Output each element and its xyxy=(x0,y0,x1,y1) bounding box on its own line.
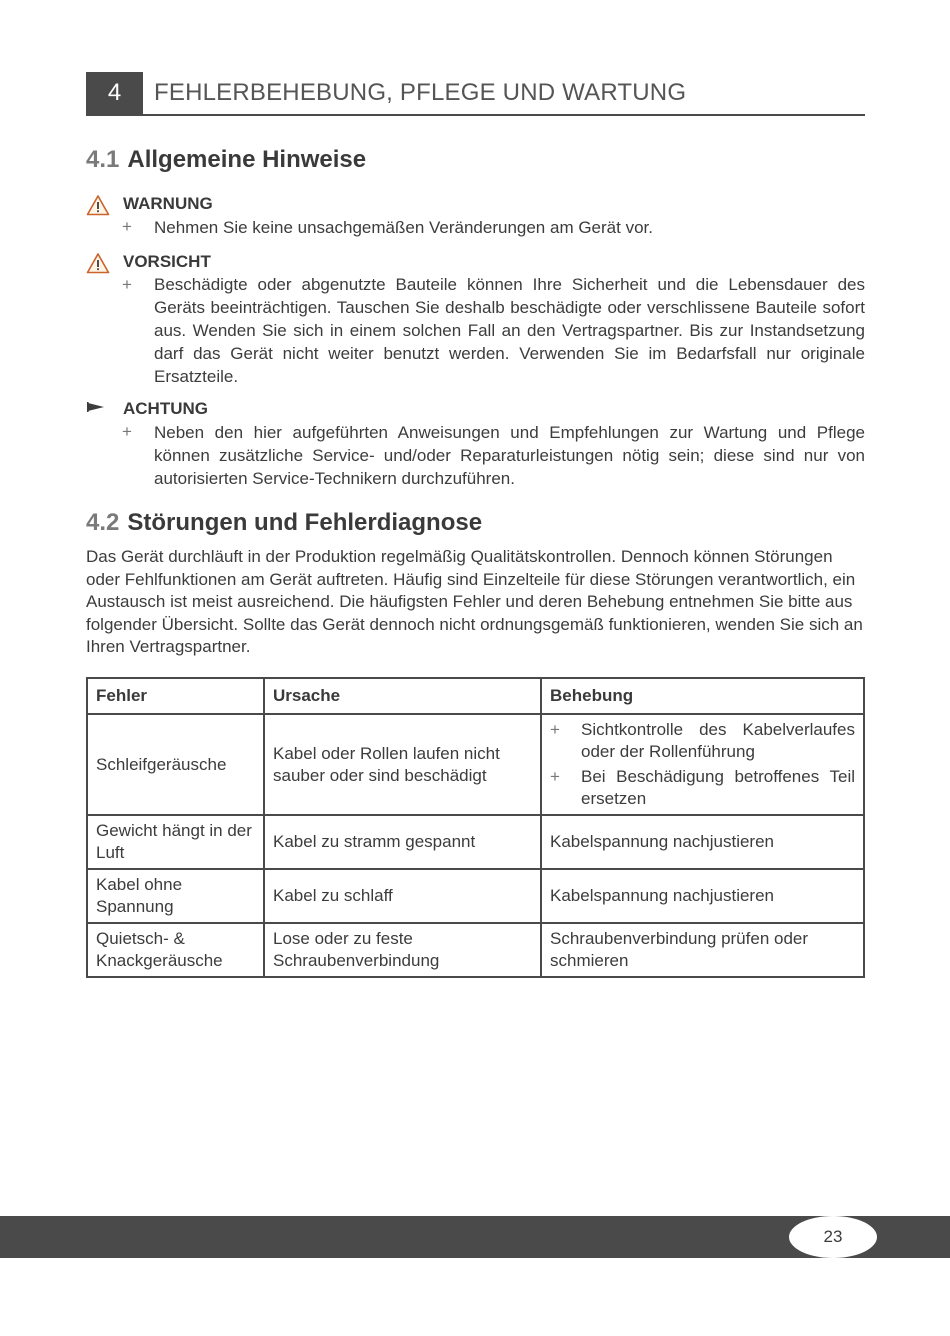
cell-fehler: Quietsch- & Knackgeräusche xyxy=(87,923,264,977)
section-title: Störungen und Fehlerdiagnose xyxy=(127,509,483,536)
notice-label-vorsicht: VORSICHT xyxy=(123,252,211,271)
table-row xyxy=(87,714,864,815)
column-header-ursache: Ursache xyxy=(264,678,541,714)
chapter-header xyxy=(86,72,865,116)
bullet-plus: + xyxy=(550,767,560,786)
cell-behebung: Kabelspannung nachjustieren xyxy=(541,869,864,923)
section-number: 4.1 xyxy=(86,146,120,173)
cell-ursache: Kabel zu schlaff xyxy=(264,869,541,923)
remedy-text: Bei Beschädigung betroffenes Teil ersetzen xyxy=(581,767,855,808)
bullet-plus: + xyxy=(122,422,132,441)
table-row xyxy=(87,923,864,977)
cell-behebung: Kabelspannung nachjustieren xyxy=(541,815,864,869)
pointer-flag-icon xyxy=(86,400,106,414)
cell-fehler: Gewicht hängt in der Luft xyxy=(87,815,264,869)
remedy-text: Sichtkontrolle des Kabelverlaufes oder der Rollenführung xyxy=(581,720,855,761)
cell-fehler: Schleifgeräusche xyxy=(87,714,264,815)
warning-triangle-icon xyxy=(86,194,110,216)
bullet-plus: + xyxy=(122,217,132,236)
page-number: 23 xyxy=(789,1216,877,1258)
column-header-fehler: Fehler xyxy=(87,678,264,714)
section-number: 4.2 xyxy=(86,509,120,536)
table-row xyxy=(87,815,864,869)
remedy-list xyxy=(550,719,855,810)
warning-triangle-icon xyxy=(86,252,110,274)
section-title: Allgemeine Hinweise xyxy=(127,146,367,173)
notice-label-achtung: ACHTUNG xyxy=(123,399,208,418)
cell-ursache: Kabel oder Rollen laufen nicht sauber oder sind beschädigt xyxy=(264,714,541,815)
cell-behebung: Schraubenverbindung prüfen oder schmieren xyxy=(541,923,864,977)
section-heading-4-1 xyxy=(86,146,366,174)
chapter-title: FEHLERBEHEBUNG, PFLEGE UND WARTUNG xyxy=(154,79,687,106)
cell-ursache: Kabel zu stramm gespannt xyxy=(264,815,541,869)
notice-text-warnung: Nehmen Sie keine unsachgemäßen Veränderungen am Gerät vor. xyxy=(154,218,653,237)
list-item xyxy=(550,766,855,810)
table-header-row xyxy=(87,678,864,714)
section-heading-4-2 xyxy=(86,509,482,537)
table-row xyxy=(87,869,864,923)
list-item xyxy=(550,719,855,763)
cell-ursache: Lose oder zu feste Schraubenverbindung xyxy=(264,923,541,977)
notice-text-vorsicht: Beschädigte oder abgenutzte Bauteile können Ihre Sicherheit und die Lebensdauer des Geräts beeinträchtigen. Tauschen Sie deshalb beschädigte oder verschlissene Bauteile sofort aus. Wenden Sie sich in einem solchen Fall an den Vertragspartner. Bis zur Instandsetzung darf das Gerät nicht weiter benutzt werden. Verwenden Sie im Bedarfsfall nur originale Ersatzteile. xyxy=(154,275,865,386)
bullet-plus: + xyxy=(550,720,560,739)
cell-behebung xyxy=(541,714,864,815)
notice-label-warnung: WARNUNG xyxy=(123,194,213,213)
section-intro-text: Das Gerät durchläuft in der Produktion regelmäßig Qualitätskontrollen. Dennoch können Störungen oder Fehlfunktionen am Gerät auftreten. Häufig sind Einzelteile für diese Störungen verantwortlich, ein Austausch ist meist ausreichend. Die häufigsten Fehler und deren Behebung entnehmen Sie bitte aus folgender Übersicht. Sollte das Gerät dennoch nicht ordnungsgemäß funktionieren, wenden Sie sich an Ihren Vertragspartner. xyxy=(86,547,863,657)
cell-fehler: Kabel ohne Spannung xyxy=(87,869,264,923)
troubleshooting-table xyxy=(86,677,865,978)
column-header-behebung: Behebung xyxy=(541,678,864,714)
bullet-plus: + xyxy=(122,275,132,294)
notice-text-achtung: Neben den hier aufgeführten Anweisungen und Empfehlungen zur Wartung und Pflege können zusätzliche Service- und/oder Reparaturleistungen nötig sein; diese sind nur von autorisierten Service-Technikern durchzuführen. xyxy=(154,423,865,488)
chapter-number: 4 xyxy=(86,72,143,114)
